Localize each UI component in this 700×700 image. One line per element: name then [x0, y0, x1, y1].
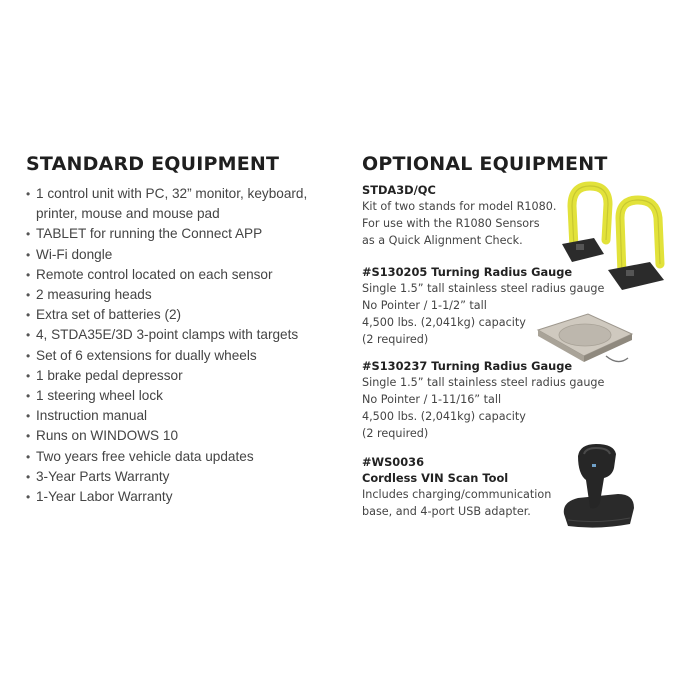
optional-equipment-heading: OPTIONAL EQUIPMENT — [362, 153, 608, 175]
list-item: • 3-Year Parts Warranty — [26, 467, 346, 487]
optional-item-line: Single 1.5” tall stainless steel radius gauge — [362, 376, 605, 389]
quick-check-stands-image — [560, 178, 680, 296]
list-item: • Instruction manual — [26, 406, 346, 426]
vin-scanner-image — [558, 440, 638, 532]
list-item: • Remote control located on each sensor — [26, 265, 346, 285]
standard-equipment-section — [26, 152, 346, 507]
optional-item-line: (2 required) — [362, 427, 429, 440]
list-item: • TABLET for running the Connect APP — [26, 224, 346, 244]
optional-item-ws0036 — [362, 454, 551, 520]
optional-item-title: #S130237 Turning Radius Gauge — [362, 359, 573, 373]
optional-item-line: as a Quick Alignment Check. — [362, 234, 523, 247]
optional-item-line: No Pointer / 1-11/16” tall — [362, 393, 502, 406]
optional-item-stda3d-qc — [362, 182, 556, 249]
list-item: • Runs on WINDOWS 10 — [26, 426, 346, 446]
optional-item-title: #S130205 Turning Radius Gauge — [362, 265, 573, 279]
list-item: • Two years free vehicle data updates — [26, 447, 346, 467]
stand-left-icon — [562, 186, 608, 262]
optional-item-line: Includes charging/communication — [362, 488, 552, 501]
list-item: • Extra set of batteries (2) — [26, 305, 346, 325]
optional-item-title: #WS0036 — [362, 455, 425, 469]
standard-equipment-heading: STANDARD EQUIPMENT — [26, 153, 280, 175]
stand-right-icon — [608, 200, 664, 290]
optional-item-line: No Pointer / 1-1/2” tall — [362, 299, 487, 312]
list-item: • 1 brake pedal depressor — [26, 366, 346, 386]
standard-equipment-list — [26, 184, 346, 507]
optional-item-line: Single 1.5” tall stainless steel radius gauge — [362, 282, 605, 295]
list-item: • Wi-Fi dongle — [26, 245, 346, 265]
optional-item-subtitle: Cordless VIN Scan Tool — [362, 471, 509, 485]
optional-item-line: (2 required) — [362, 333, 429, 346]
optional-item-line: 4,500 lbs. (2,041kg) capacity — [362, 410, 526, 423]
list-item: • Set of 6 extensions for dually wheels — [26, 346, 346, 366]
list-item: • 1-Year Labor Warranty — [26, 487, 346, 507]
turning-radius-gauge-image — [532, 308, 637, 378]
optional-item-title: STDA3D/QC — [362, 183, 436, 197]
optional-item-line: base, and 4-port USB adapter. — [362, 505, 531, 518]
optional-item-line: Kit of two stands for model R1080. — [362, 200, 557, 213]
optional-item-line: 4,500 lbs. (2,041kg) capacity — [362, 316, 526, 329]
optional-item-line: For use with the R1080 Sensors — [362, 217, 540, 230]
list-item: • 2 measuring heads — [26, 285, 346, 305]
list-item: • 1 steering wheel lock — [26, 386, 346, 406]
list-item: • 1 control unit with PC, 32” monitor, keyboard, printer, mouse and mouse pad — [26, 184, 346, 224]
list-item: • 4, STDA35E/3D 3-point clamps with targets — [26, 325, 346, 345]
